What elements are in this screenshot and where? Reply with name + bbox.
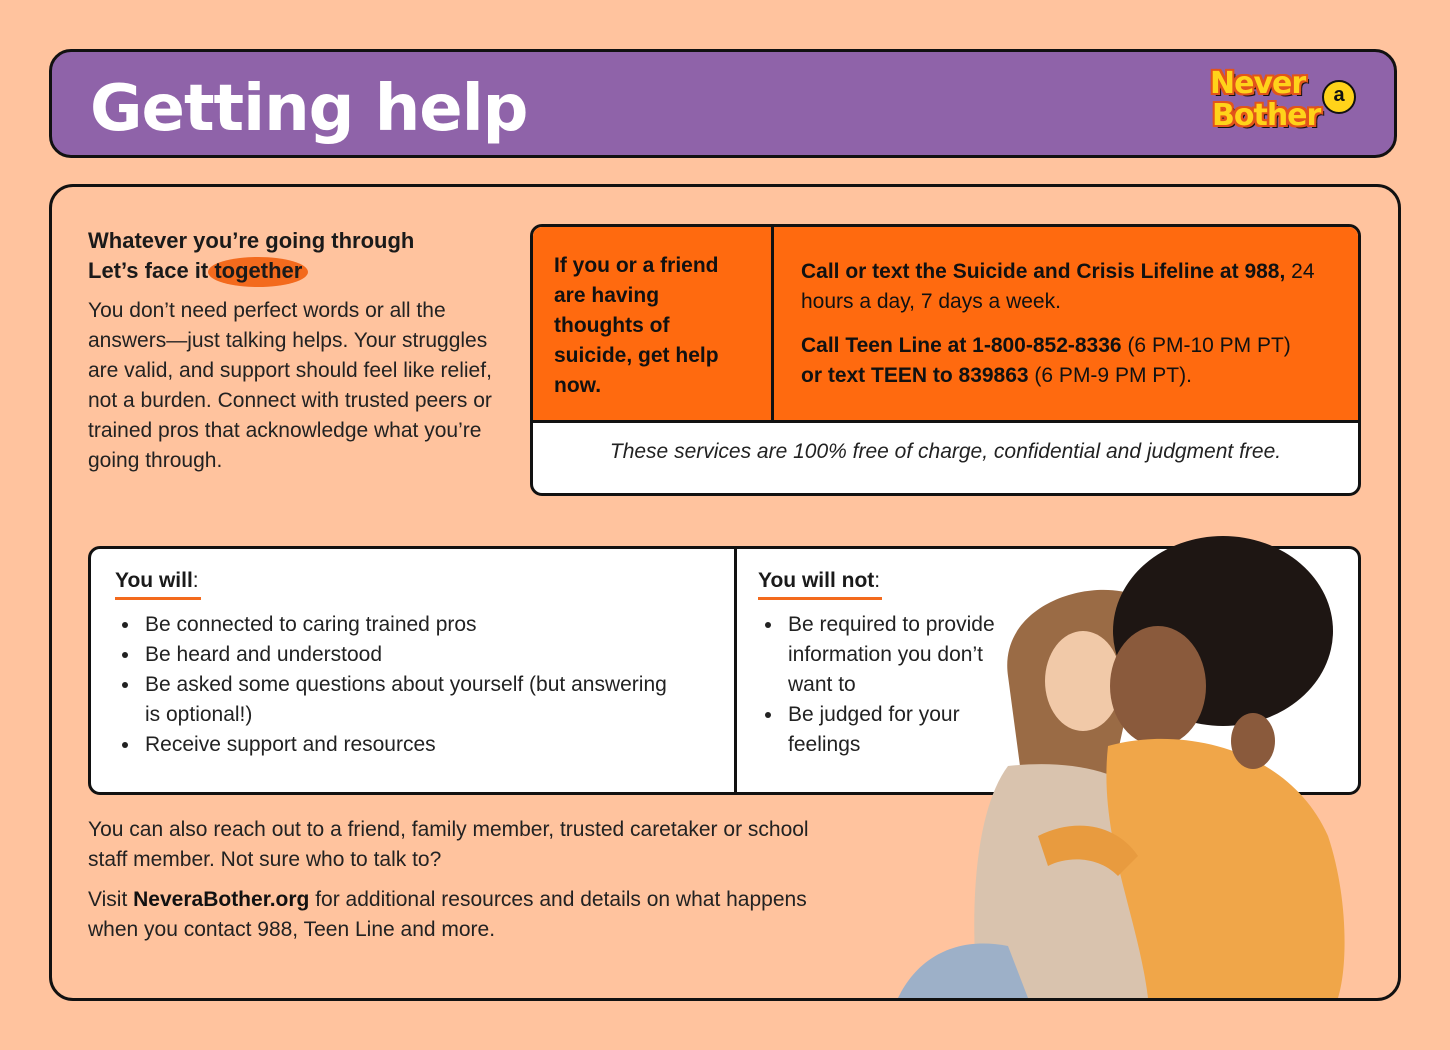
photo-illustration <box>858 536 1358 998</box>
teenline-rest-2: (6 PM-9 PM PT). <box>1028 364 1192 387</box>
intro-heading-line2: Let’s face it <box>88 258 215 283</box>
you-will-heading: You will: <box>115 569 201 600</box>
page-title: Getting help <box>90 72 528 146</box>
list-item: • Be heard and understood <box>141 640 675 670</box>
column-divider <box>734 549 737 792</box>
header-banner <box>49 49 1397 158</box>
crisis-right-cell <box>801 257 1338 405</box>
intro-section <box>88 226 518 476</box>
footer-paragraph-1: You can also reach out to a friend, family member, trusted caretaker or school staff member. Not sure who to talk to? <box>88 818 809 871</box>
lifeline-info <box>801 257 1338 317</box>
list-item: • Be judged for your feelings <box>784 700 1018 760</box>
list-item: • Be connected to caring trained pros <box>141 610 675 640</box>
logo-a: a <box>1322 80 1356 114</box>
crisis-left-text: If you or a friend are having thoughts of suicide, get help now. <box>554 254 719 397</box>
lifeline-rest: 24 hours a day, 7 days a week. <box>801 260 1315 313</box>
list-item: • Be required to provide information you don’t want to <box>784 610 1018 700</box>
teenline-bold-2: or text TEEN to 839863 <box>801 364 1029 387</box>
services-note: These services are 100% free of charge, confidential and judgment free. <box>609 440 1282 463</box>
hugging-friends-photo <box>858 536 1358 998</box>
never-a-bother-logo <box>1210 66 1360 138</box>
intro-heading <box>88 226 518 286</box>
lifeline-bold: Call or text the Suicide and Crisis Lifeline at 988, <box>801 260 1286 283</box>
intro-heading-line1: Whatever you’re going through <box>88 228 415 253</box>
list-item: • Be asked some questions about yourself (but answering is optional!) <box>141 670 675 730</box>
you-will-list <box>115 610 675 760</box>
list-item: • Receive support and resources <box>141 730 675 760</box>
footer-text <box>88 815 848 955</box>
intro-highlight: together <box>214 256 302 286</box>
website-link[interactable]: NeveraBother.org <box>133 888 310 911</box>
logo-line-1: Never <box>1210 66 1306 101</box>
teenline-rest-1: (6 PM-10 PM PT) <box>1121 334 1291 357</box>
footer-paragraph-2: Visit NeveraBother.org for additional resources and details on what happens when you contact 988, Teen Line and more. <box>88 888 807 941</box>
you-will-column <box>115 569 675 760</box>
logo-line-2: Bother <box>1212 98 1321 133</box>
teenline-bold-1: Call Teen Line at 1-800-852-8336 <box>801 334 1122 357</box>
teenline-info <box>801 331 1338 391</box>
crisis-left-cell <box>533 227 774 420</box>
intro-body: You don’t need perfect words or all the answers—just talking helps. Your struggles are valid, and support should feel like relief, not a burden. Connect with trusted peers or trained pros that acknowledge what you’re going through. <box>88 299 492 472</box>
crisis-box <box>530 224 1361 496</box>
you-will-not-heading: You will not: <box>758 569 882 600</box>
